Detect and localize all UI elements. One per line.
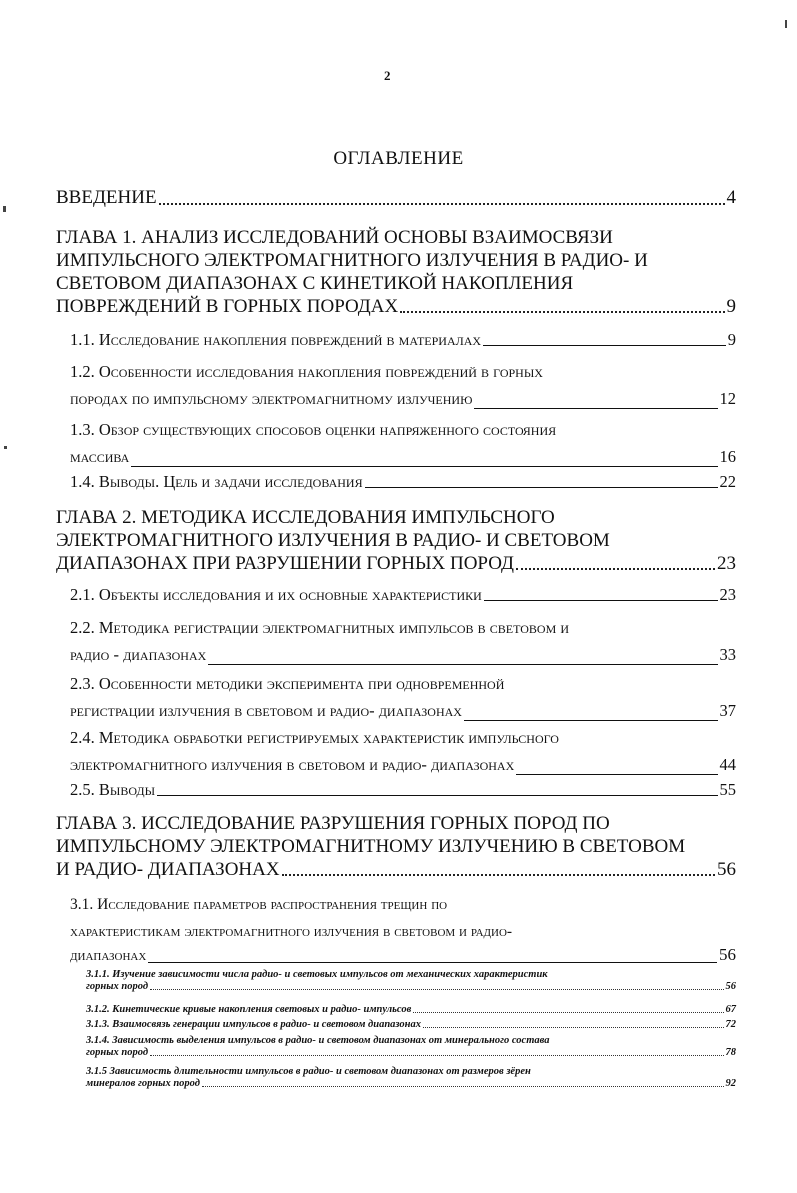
line-leader [464,720,718,721]
toc-page-number: 22 [719,472,736,491]
subsection-title-line: 3.1.1. Изучение зависимости числа радио- и световых импульсов от механических характеристик [86,969,548,980]
subsection-title-line: горных пород [86,1047,149,1058]
scan-speck [785,20,787,28]
subsection-title-line: 3.1.2. Кинетические кривые накопления световых и радио- импульсов [86,1004,412,1015]
toc-subsection-3-1-3[interactable] [86,1019,736,1031]
chapter-title-line: ГЛАВА 3. ИССЛЕДОВАНИЕ РАЗРУШЕНИЯ ГОРНЫХ ПОРОД ПО [56,813,610,834]
chapter-title-line: ГЛАВА 1. АНАЛИЗ ИССЛЕДОВАНИЙ ОСНОВЫ ВЗАИМОСВЯЗИ [56,227,613,248]
toc-page-number: 16 [719,447,736,466]
chapter-title-line: СВЕТОВОМ ДИАПАЗОНАХ С КИНЕТИКОЙ НАКОПЛЕНИЯ [56,273,574,294]
toc-subsection-3-1-4[interactable] [86,1035,736,1059]
section-title-line: 1.2. Особенности исследования накопления повреждений в горных [70,362,543,381]
toc-page-number: 23 [717,553,736,574]
toc-section-1-4[interactable] [70,472,736,492]
section-title-line: электромагнитного излучения в световом и радио- диапазонах [70,755,515,774]
section-title-line: диапазонах [70,947,147,964]
section-title: 2.1. Объекты исследования и их основные характеристики [70,585,482,604]
line-leader [157,795,717,796]
section-title-line: породах по импульсному электромагнитному излучению [70,389,473,408]
toc-section-1-2[interactable] [70,356,736,413]
line-leader [208,664,717,665]
toc-page-number: 67 [725,1004,736,1015]
toc-page-number: 9 [726,296,736,317]
toc-section-2-5[interactable] [70,780,736,800]
toc-title: ОГЛАВЛЕНИЕ [333,148,464,169]
chapter-title-line: И РАДИО- ДИАПАЗОНАХ [56,859,280,880]
subsection-title-line: 3.1.4. Зависимость выделения импульсов в радио- и световом диапазонах от минерального состава [86,1035,550,1046]
toc-page-number: 44 [719,755,736,774]
subsection-title-line: 3.1.3. Взаимосвязь генерации импульсов в радио- и световом диапазонах [86,1019,421,1030]
section-title-line: 2.2. Методика регистрации электромагнитных импульсов в световом и [70,618,570,637]
section-title-line: 3.1. Исследование параметров распространения трещин по [70,896,448,913]
toc-subsection-3-1-2[interactable] [86,1004,736,1016]
dot-leader [400,311,724,313]
toc-section-1-1[interactable] [70,330,736,350]
chapter-title-line: ИМПУЛЬСНОГО ЭЛЕКТРОМАГНИТНОГО ИЗЛУЧЕНИЯ В РАДИО- И [56,250,648,271]
toc-page-number: 9 [727,330,736,349]
toc-page-number: 23 [719,585,736,604]
toc-page-number: 55 [719,780,736,799]
section-title-line: массива [70,447,130,466]
chapter-title-line: ДИАПАЗОНАХ ПРИ РАЗРУШЕНИИ ГОРНЫХ ПОРОД [56,553,514,574]
chapter-title-line: ЭЛЕКТРОМАГНИТНОГО ИЗЛУЧЕНИЯ В РАДИО- И СВЕТОВОМ [56,530,610,551]
section-title-line: характеристикам электромагнитного излучения в световом и радио- [70,923,513,940]
page-number: 2 [384,68,391,83]
section-title-line: 2.4. Методика обработки регистрируемых характеристик импульсного [70,728,559,747]
scan-speck [4,446,7,449]
section-title-line: радио - диапазонах [70,645,207,664]
line-leader [483,345,726,346]
chapter-title-line: ГЛАВА 2. МЕТОДИКА ИССЛЕДОВАНИЯ ИМПУЛЬСНОГО [56,507,555,528]
line-leader [474,408,717,409]
section-title-line: регистрации излучения в световом и радио- диапазонах [70,701,462,720]
scan-speck [3,206,6,212]
subsection-title-line: горных пород [86,981,149,992]
subsection-title-line: 3.1.5 Зависимость длительности импульсов в радио- и световом диапазонах от размеров зёрен [86,1066,531,1077]
toc-entry-intro[interactable] [56,186,736,210]
toc-page-number: 56 [719,945,736,964]
dot-leader [413,1012,723,1013]
line-leader [148,962,717,963]
dot-leader [516,568,715,570]
line-leader [516,774,717,775]
toc-page-number: 72 [725,1019,736,1030]
toc-chapter-1[interactable] [56,226,736,318]
toc-page-number: 33 [719,645,736,664]
dot-leader [202,1086,723,1087]
toc-page-number: 56 [717,859,736,880]
toc-section-2-1[interactable] [70,585,736,605]
toc-section-2-4[interactable] [70,722,736,779]
toc-section-3-1[interactable] [70,890,736,967]
section-title: 2.5. Выводы [70,780,156,799]
toc-section-2-2[interactable] [70,612,736,669]
dot-leader [159,203,725,205]
line-leader [365,487,718,488]
toc-chapter-3[interactable] [56,812,736,881]
chapter-title-line: ПОВРЕЖДЕНИЙ В ГОРНЫХ ПОРОДАХ [56,296,399,317]
section-title: 1.1. Исследование накопления повреждений в материалах [70,330,482,349]
line-leader [131,466,717,467]
toc-section-1-3[interactable] [70,414,736,471]
toc-entry-title: ВВЕДЕНИЕ [56,187,157,208]
toc-page-number: 12 [719,389,736,408]
dot-leader [150,989,723,990]
toc-chapter-2[interactable] [56,506,736,575]
toc-page-number: 4 [726,187,736,208]
section-title: 1.4. Выводы. Цель и задачи исследования [70,472,363,491]
toc-page-number: 92 [725,1078,736,1089]
section-title-line: 2.3. Особенности методики эксперимента при одновременной [70,674,505,693]
toc-page-number: 37 [719,701,736,720]
toc-subsection-3-1-5[interactable] [86,1066,736,1090]
toc-page-number: 56 [725,981,736,992]
chapter-title-line: ИМПУЛЬСНОМУ ЭЛЕКТРОМАГНИТНОМУ ИЗЛУЧЕНИЮ В СВЕТОВОМ [56,836,686,857]
dot-leader [423,1027,724,1028]
toc-section-2-3[interactable] [70,668,736,725]
subsection-title-line: минералов горных пород [86,1078,201,1089]
section-title-line: 1.3. Обзор существующих способов оценки напряженного состояния [70,420,557,439]
toc-subsection-3-1-1[interactable] [86,969,736,993]
dot-leader [150,1055,723,1056]
line-leader [484,600,718,601]
dot-leader [282,874,715,876]
toc-page-number: 78 [725,1047,736,1058]
